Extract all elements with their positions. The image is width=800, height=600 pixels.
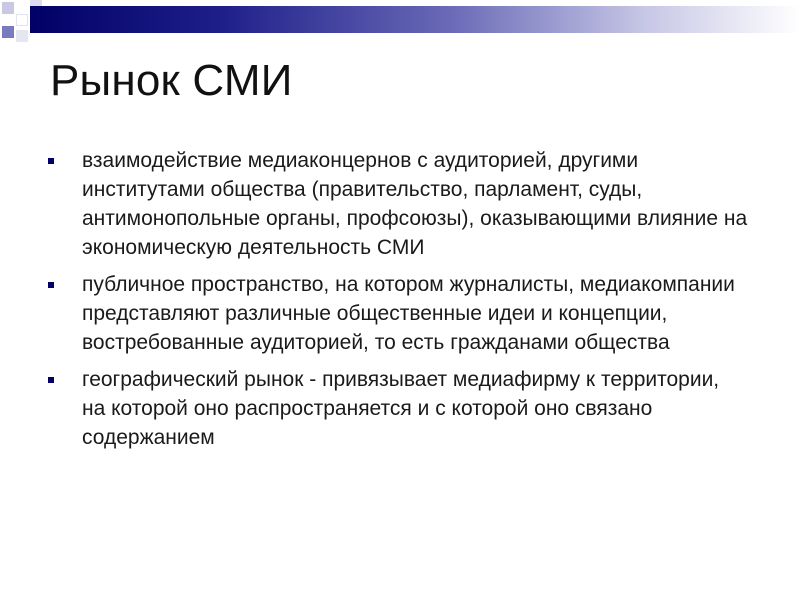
bullet-list [48, 146, 748, 460]
decorative-square [16, 14, 28, 26]
bullet-square-icon [48, 158, 54, 164]
bullet-text: публичное пространство, на котором журналисты, медиакомпании представляют различные общественные идеи и концепции, востребованные аудиторией, то есть гражданами общества [82, 273, 735, 354]
bullet-square-icon [48, 282, 54, 288]
bullet-text: взаимодействие медиаконцернов с аудиторией, другими институтами общества (правительство, парламент, суды, антимонопольные органы, профсоюзы), оказывающими влияние на экономическую деятельность СМИ [82, 149, 748, 259]
decorative-square [2, 2, 14, 14]
slide-title: Рынок СМИ [50, 56, 293, 105]
list-item [48, 270, 748, 357]
bullet-square-icon [48, 377, 54, 383]
decorative-square [16, 30, 28, 42]
header-gradient-band [30, 6, 800, 33]
decorative-header-bar [0, 0, 800, 40]
list-item [48, 365, 748, 452]
list-item [48, 146, 748, 262]
decorative-square [2, 26, 14, 38]
bullet-text: географический рынок - привязывает медиафирму к территории, на которой оно распространяется и с которой оно связано содержанием [82, 368, 720, 449]
